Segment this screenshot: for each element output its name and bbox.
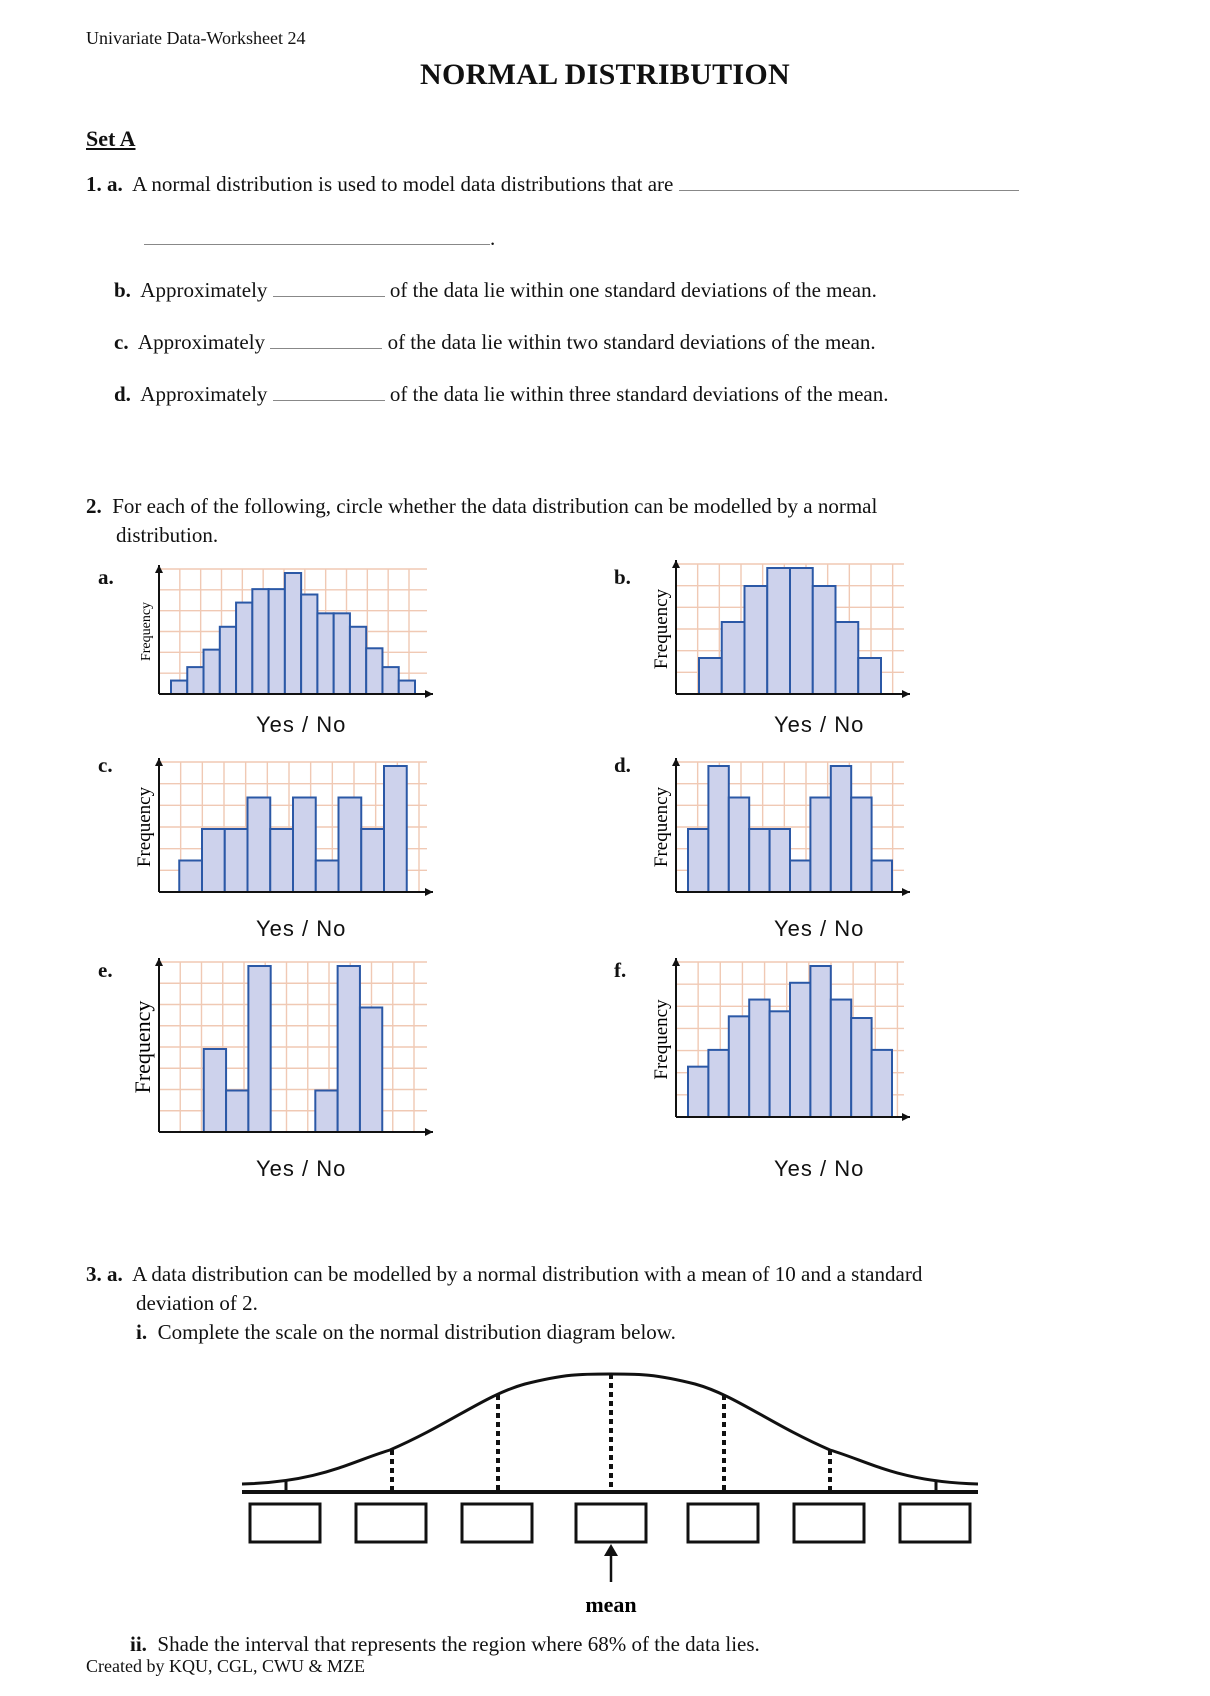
chart-c-label: c. bbox=[98, 753, 113, 777]
x-axis-arrow bbox=[902, 888, 910, 896]
histogram-bar bbox=[269, 589, 285, 694]
histogram-bar bbox=[293, 798, 316, 893]
histogram-bar bbox=[285, 573, 301, 694]
q1d-label: d. bbox=[114, 382, 131, 406]
q1a-line bbox=[86, 172, 1019, 197]
histogram-bar bbox=[220, 627, 236, 694]
histogram-bar bbox=[226, 1091, 248, 1133]
histogram-bar bbox=[366, 648, 382, 694]
y-axis-label: Frequency bbox=[139, 601, 154, 662]
q1b-text: of the data lie within one standard deviations of the mean. bbox=[389, 278, 877, 302]
chart-f-yes-no[interactable]: Yes / No bbox=[774, 1156, 865, 1181]
histogram-bar bbox=[722, 622, 745, 694]
scale-box-plus-2sd[interactable] bbox=[794, 1504, 864, 1542]
chart-d-yes-no[interactable]: Yes / No bbox=[774, 916, 865, 941]
scale-box-plus-1sd[interactable] bbox=[688, 1504, 758, 1542]
histogram-bar bbox=[339, 798, 362, 893]
histogram-bar bbox=[770, 829, 790, 892]
histogram-bar bbox=[252, 589, 268, 694]
q3ai-line bbox=[136, 1320, 676, 1345]
histogram-c bbox=[135, 758, 435, 898]
y-axis-label: Frequency bbox=[651, 786, 672, 868]
histogram-bar bbox=[813, 586, 836, 694]
scale-box-plus-3sd[interactable] bbox=[900, 1504, 970, 1542]
chart-a-label: a. bbox=[98, 565, 114, 589]
histogram-bar bbox=[872, 1050, 892, 1117]
q3ai-label: i. bbox=[136, 1320, 148, 1344]
q1d-line bbox=[114, 382, 889, 407]
scale-box-minus-3sd[interactable] bbox=[250, 1504, 320, 1542]
q2-text-1: For each of the following, circle whether the data distribution can be modelled by a normal bbox=[112, 494, 878, 518]
histogram-bar bbox=[836, 622, 859, 694]
q1c-line bbox=[114, 330, 876, 355]
q1-number: 1. bbox=[86, 172, 102, 196]
histogram-bar bbox=[315, 1091, 337, 1133]
histogram-bar bbox=[831, 766, 851, 892]
histogram-bar bbox=[708, 766, 728, 892]
q1a-label: a. bbox=[107, 172, 123, 196]
histogram-bar bbox=[872, 861, 892, 893]
y-axis-label: Frequency bbox=[651, 999, 672, 1080]
histogram-bar bbox=[851, 1018, 871, 1117]
histogram-bar bbox=[171, 681, 187, 694]
q1c-text: of the data lie within two standard deviations of the mean. bbox=[387, 330, 876, 354]
histogram-bar bbox=[179, 861, 202, 893]
histogram-bar bbox=[810, 966, 830, 1117]
histogram-bar bbox=[248, 966, 270, 1132]
histogram-bar bbox=[384, 766, 407, 892]
q1d-text: of the data lie within three standard deviations of the mean. bbox=[389, 382, 889, 406]
histogram-bar bbox=[745, 586, 768, 694]
histogram-f bbox=[652, 958, 912, 1123]
q2-number: 2. bbox=[86, 494, 102, 518]
histogram-bar bbox=[361, 829, 384, 892]
histogram-bar bbox=[187, 667, 203, 694]
q3aii-label: ii. bbox=[130, 1632, 147, 1656]
chart-f-label: f. bbox=[614, 958, 627, 982]
chart-c-yes-no[interactable]: Yes / No bbox=[256, 916, 347, 941]
q1c-blank[interactable] bbox=[270, 334, 382, 349]
x-axis-arrow bbox=[902, 1113, 910, 1121]
q1a-blank-1[interactable] bbox=[679, 176, 1019, 191]
histogram-a bbox=[135, 565, 435, 700]
histogram-bar bbox=[301, 595, 317, 694]
histogram-e bbox=[130, 958, 435, 1138]
histogram-bar bbox=[767, 568, 790, 694]
histogram-bar bbox=[382, 667, 398, 694]
q3a-text-2: deviation of 2. bbox=[136, 1291, 258, 1315]
chart-d-label: d. bbox=[614, 753, 631, 777]
histogram-bar bbox=[729, 798, 749, 893]
grid bbox=[159, 962, 427, 1132]
q1d-approx: Approximately bbox=[140, 382, 268, 406]
q2-text-2: distribution. bbox=[116, 523, 219, 547]
q3a-label: a. bbox=[107, 1262, 123, 1286]
histogram-bar bbox=[749, 829, 769, 892]
histogram-bar bbox=[790, 861, 810, 893]
histogram-bar bbox=[225, 829, 248, 892]
q1a-blank-2[interactable] bbox=[144, 230, 490, 245]
q3-number: 3. bbox=[86, 1262, 102, 1286]
chart-e-yes-no[interactable]: Yes / No bbox=[256, 1156, 347, 1181]
histogram-bar bbox=[399, 681, 415, 694]
histogram-bar bbox=[317, 613, 333, 694]
histogram-bar bbox=[770, 1011, 790, 1117]
histogram-bar bbox=[236, 603, 252, 694]
mean-arrow-head bbox=[604, 1544, 618, 1556]
histogram-bar bbox=[790, 568, 813, 694]
page-title: NORMAL DISTRIBUTION bbox=[420, 58, 790, 91]
histogram-bar bbox=[708, 1050, 728, 1117]
q3aii-line bbox=[130, 1632, 760, 1657]
histogram-b bbox=[652, 560, 912, 700]
histogram-bar bbox=[334, 613, 350, 694]
histogram-bar bbox=[204, 650, 220, 694]
x-axis-arrow bbox=[425, 1128, 433, 1136]
histogram-bar bbox=[790, 983, 810, 1117]
histogram-bar bbox=[688, 829, 708, 892]
histogram-bar bbox=[851, 798, 871, 893]
q1b-label: b. bbox=[114, 278, 131, 302]
scale-box-minus-2sd[interactable] bbox=[356, 1504, 426, 1542]
histogram-bar bbox=[749, 1000, 769, 1117]
q1b-approx: Approximately bbox=[140, 278, 268, 302]
histogram-bar bbox=[858, 658, 881, 694]
histogram-bar bbox=[316, 861, 339, 893]
x-axis-arrow bbox=[425, 690, 433, 698]
y-axis-label: Frequency bbox=[651, 588, 672, 670]
q1b-blank[interactable] bbox=[273, 282, 385, 297]
q3a-line-1 bbox=[86, 1262, 922, 1287]
histogram-bar bbox=[360, 1008, 382, 1133]
q1c-label: c. bbox=[114, 330, 129, 354]
chart-a-yes-no[interactable]: Yes / No bbox=[256, 712, 347, 737]
scale-box-minus-1sd[interactable] bbox=[462, 1504, 532, 1542]
set-label: Set A bbox=[86, 126, 136, 151]
histogram-bar bbox=[350, 627, 366, 694]
histogram-bar bbox=[729, 1016, 749, 1117]
q1a-text: A normal distribution is used to model data distributions that are bbox=[132, 172, 674, 196]
chart-e-label: e. bbox=[98, 958, 113, 982]
histogram-bar bbox=[688, 1067, 708, 1117]
worksheet-header: Univariate Data-Worksheet 24 bbox=[86, 28, 306, 48]
q3ai-text: Complete the scale on the normal distribution diagram below. bbox=[157, 1320, 676, 1344]
q1b-line bbox=[114, 278, 877, 303]
y-axis-label: Frequency bbox=[130, 1000, 155, 1094]
normal-curve-diagram bbox=[230, 1350, 980, 1620]
histogram-bar bbox=[248, 798, 271, 893]
histogram-d bbox=[652, 758, 912, 898]
y-axis-label: Frequency bbox=[134, 786, 155, 868]
histogram-bar bbox=[831, 1000, 851, 1117]
histogram-bar bbox=[338, 966, 360, 1132]
q3a-text-1: A data distribution can be modelled by a normal distribution with a mean of 10 and a standard bbox=[132, 1262, 923, 1286]
q3aii-text: Shade the interval that represents the region where 68% of the data lies. bbox=[157, 1632, 760, 1656]
x-axis-arrow bbox=[425, 888, 433, 896]
histogram-bar bbox=[699, 658, 722, 694]
mean-label: mean bbox=[585, 1592, 637, 1617]
q1a-end: . bbox=[490, 226, 496, 250]
q1d-blank[interactable] bbox=[273, 386, 385, 401]
scale-box-mean[interactable] bbox=[576, 1504, 646, 1542]
histogram-bar bbox=[204, 1049, 226, 1132]
q1a-line-2 bbox=[144, 226, 495, 251]
histogram-bar bbox=[202, 829, 225, 892]
q2-line-1 bbox=[86, 494, 877, 519]
x-axis-arrow bbox=[902, 690, 910, 698]
chart-b-yes-no[interactable]: Yes / No bbox=[774, 712, 865, 737]
histogram-bar bbox=[270, 829, 293, 892]
footer-credits: Created by KQU, CGL, CWU & MZE bbox=[86, 1656, 365, 1676]
histogram-bar bbox=[810, 798, 830, 893]
q1c-approx: Approximately bbox=[137, 330, 266, 354]
chart-b-label: b. bbox=[614, 565, 631, 589]
